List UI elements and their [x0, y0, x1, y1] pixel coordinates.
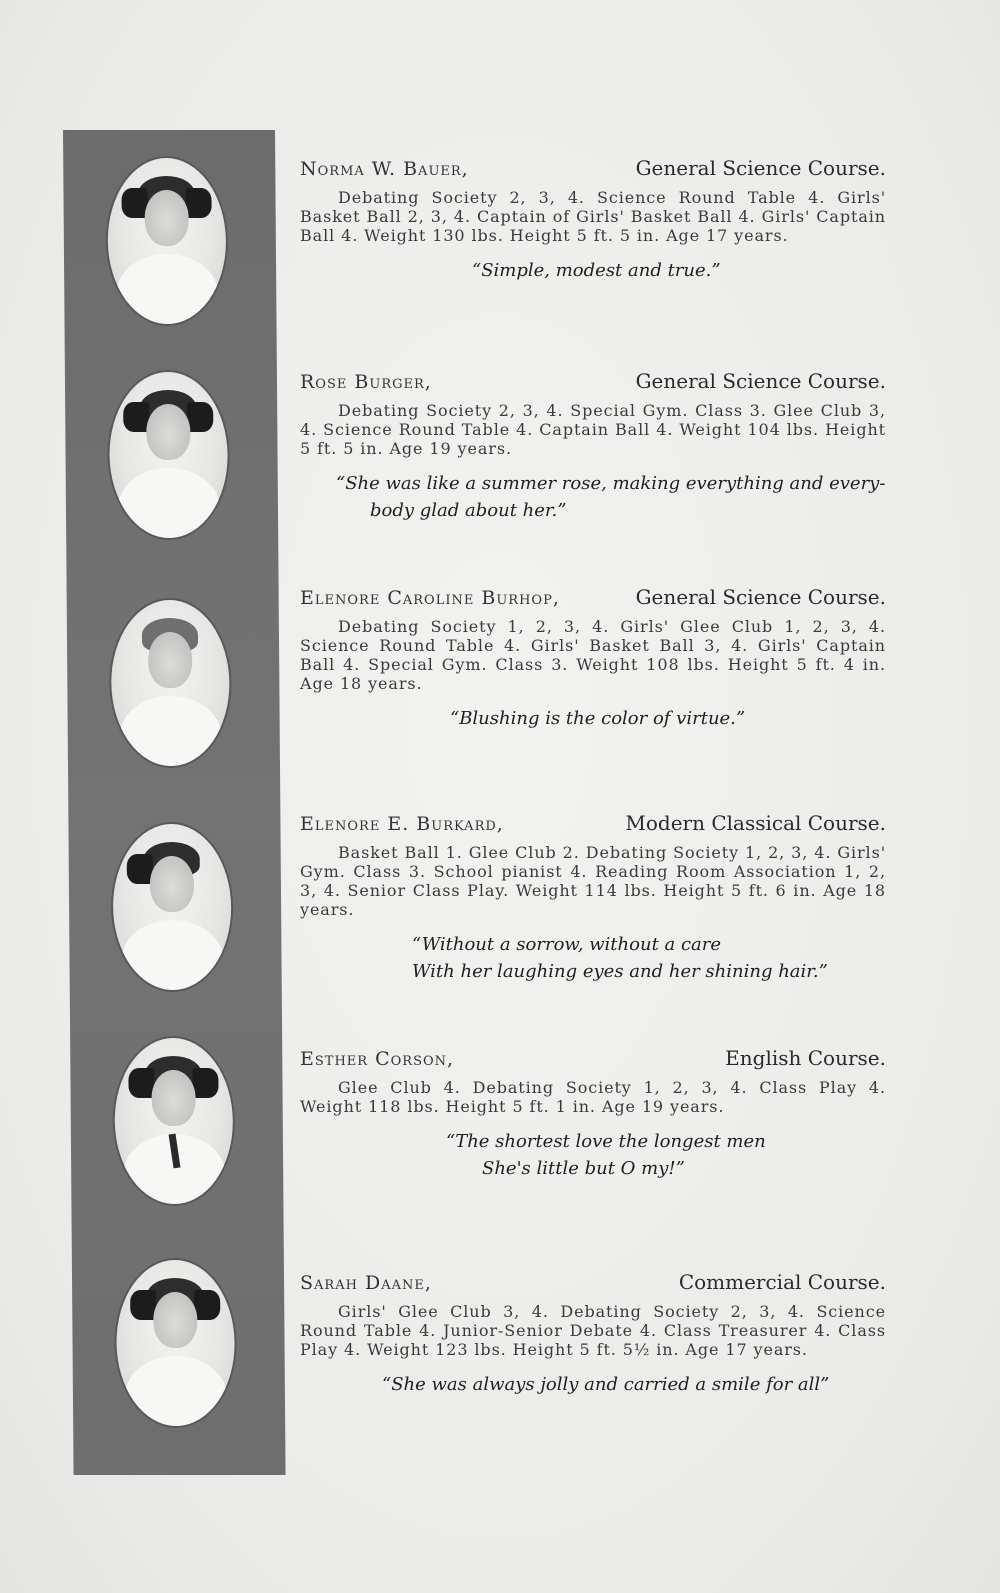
- student-name: Elenore Caroline Burhop,: [300, 587, 560, 609]
- course-name: English Course.: [725, 1046, 886, 1070]
- quote-line: “Blushing is the color of virtue.”: [450, 708, 746, 729]
- quote-line: “She was always jolly and carried a smile for all”: [382, 1374, 830, 1395]
- portrait-photo: [114, 1038, 233, 1204]
- student-quote: [300, 257, 886, 284]
- student-description: Basket Ball 1. Glee Club 2. Debating Society 1, 2, 3, 4. Girls' Gym. Class 3. School pianist 4. Reading Room Association 1, 2, 3, 4. Senior Class Play. Weight 114 lbs. Height 5 ft. 6 in. Age 18 years.: [300, 843, 886, 919]
- student-entry: [300, 811, 886, 985]
- portrait-photo: [111, 600, 230, 766]
- student-name: Sarah Daane,: [300, 1272, 432, 1294]
- portrait-photo: [116, 1260, 235, 1426]
- student-quote: [300, 470, 886, 524]
- portrait-photo: [107, 158, 226, 324]
- student-description: Debating Society 2, 3, 4. Science Round Table 4. Girls' Basket Ball 2, 3, 4. Captain of Girls' Basket Ball 4. Girls' Captain Ball 4. Weight 130 lbs. Height 5 ft. 5 in. Age 17 years.: [300, 188, 886, 245]
- student-name: Rose Burger,: [300, 371, 432, 393]
- student-entry: [300, 585, 886, 732]
- quote-line: With her laughing eyes and her shining hair.”: [412, 961, 828, 982]
- student-name: Esther Corson,: [300, 1048, 455, 1070]
- quote-line: body glad about her.”: [370, 500, 567, 521]
- portrait-photo: [112, 824, 231, 990]
- course-name: General Science Course.: [635, 156, 886, 180]
- quote-line: She's little but O my!”: [482, 1158, 685, 1179]
- student-name: Elenore E. Burkard,: [300, 813, 504, 835]
- portrait-strip: [63, 130, 286, 1475]
- student-description: Glee Club 4. Debating Society 1, 2, 3, 4. Class Play 4. Weight 118 lbs. Height 5 ft. 1 in. Age 19 years.: [300, 1078, 886, 1116]
- quote-line: “Simple, modest and true.”: [472, 260, 721, 281]
- portrait-photo: [109, 372, 228, 538]
- student-entry: [300, 1046, 886, 1182]
- course-name: General Science Course.: [635, 369, 886, 393]
- student-quote: [300, 931, 886, 985]
- student-entry: [300, 1270, 886, 1398]
- student-quote: [300, 1128, 886, 1182]
- quote-line: “Without a sorrow, without a care: [412, 934, 722, 955]
- student-description: Debating Society 2, 3, 4. Special Gym. Class 3. Glee Club 3, 4. Science Round Table 4. Captain Ball 4. Weight 104 lbs. Height 5 ft. 5 in. Age 19 years.: [300, 401, 886, 458]
- student-description: Girls' Glee Club 3, 4. Debating Society 2, 3, 4. Science Round Table 4. Junior-Senior Debate 4. Class Treasurer 4. Class Play 4. Weight 123 lbs. Height 5 ft. 5½ in. Age 17 years.: [300, 1302, 886, 1359]
- student-quote: [300, 705, 886, 732]
- course-name: General Science Course.: [635, 585, 886, 609]
- student-quote: [300, 1371, 886, 1398]
- course-name: Commercial Course.: [678, 1270, 886, 1294]
- course-name: Modern Classical Course.: [625, 811, 886, 835]
- student-name: Norma W. Bauer,: [300, 158, 469, 180]
- quote-line: “She was like a summer rose, making everything and every-: [336, 473, 886, 494]
- student-entry: [300, 369, 886, 524]
- student-description: Debating Society 1, 2, 3, 4. Girls' Glee Club 1, 2, 3, 4. Science Round Table 4. Girls' Basket Ball 3, 4. Girls' Captain Ball 4. Special Gym. Class 3. Weight 108 lbs. Height 5 ft. 4 in. Age 18 years.: [300, 617, 886, 693]
- student-entry: [300, 156, 886, 284]
- quote-line: “The shortest love the longest men: [446, 1131, 766, 1152]
